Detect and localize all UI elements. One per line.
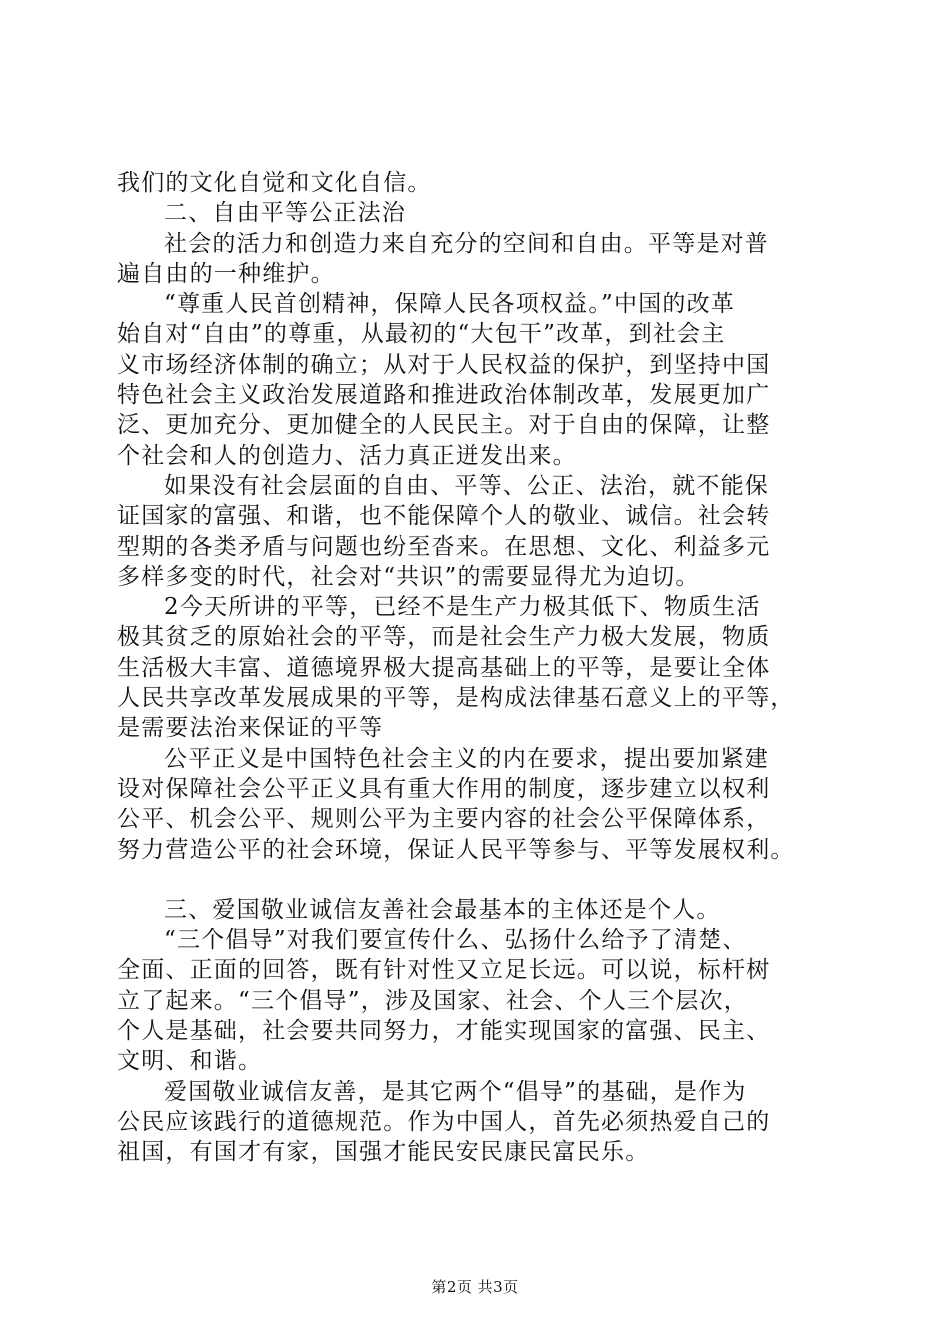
paragraph-gap xyxy=(117,865,857,895)
text-line: 个社会和人的创造力、活力真正迸发出来。 xyxy=(117,442,577,469)
text-line: 祖国，有国才有家，国强才能民安民康民富民乐。 xyxy=(117,1139,650,1166)
text-line: 是需要法治来保证的平等 xyxy=(117,715,384,742)
text-line: 极其贫乏的原始社会的平等，而是社会生产力极大发展，物质 xyxy=(117,624,771,651)
text-line: “尊重人民首创精神，保障人民各项权益。”中国的改革 xyxy=(164,291,736,318)
text-line: 文明、和谐。 xyxy=(117,1048,263,1075)
text-line: 努力营造公平的社会环境，保证人民平等参与、平等发展权利。 xyxy=(117,836,795,863)
text-line: 三、爱国敬业诚信友善社会最基本的主体还是个人。 xyxy=(164,896,721,923)
text-line: 遍自由的一种维护。 xyxy=(117,260,335,287)
text-line: 设对保障社会公平正义具有重大作用的制度，逐步建立以权利 xyxy=(117,775,771,802)
text-line: 多样多变的时代，社会对“共识”的需要显得尤为迫切。 xyxy=(117,563,700,590)
text-line: 型期的各类矛盾与问题也纷至沓来。在思想、文化、利益多元 xyxy=(117,533,771,560)
text-line: 泛、更加充分、更加健全的人民民主。对于自由的保障，让整 xyxy=(117,412,771,439)
text-line: 义市场经济体制的确立；从对于人民权益的保护，到坚持中国 xyxy=(117,351,771,378)
text-line: 生活极大丰富、道德境界极大提高基础上的平等，是要让全体 xyxy=(117,654,771,681)
text-line: “三个倡导”对我们要宣传什么、弘扬什么给予了清楚、 xyxy=(164,927,747,954)
text-line: 社会的活力和创造力来自充分的空间和自由。平等是对普 xyxy=(164,230,769,257)
text-line: 立了起来。“三个倡导”，涉及国家、社会、个人三个层次， xyxy=(117,987,748,1014)
text-line: 公平、机会公平、规则公平为主要内容的社会公平保障体系， xyxy=(117,806,771,833)
text-line: 全面、正面的回答，既有针对性又立足长远。可以说，标杆树 xyxy=(117,957,771,984)
text-line: 特色社会主义政治发展道路和推进政治体制改革，发展更加广 xyxy=(117,382,771,409)
text-line: 人民共享改革发展成果的平等，是构成法律基石意义上的平等， xyxy=(117,685,795,712)
text-line: 公平正义是中国特色社会主义的内在要求，提出要加紧建 xyxy=(164,745,769,772)
text-line: 个人是基础，社会要共同努力，才能实现国家的富强、民主、 xyxy=(117,1018,771,1045)
text-line: 我们的文化自觉和文化自信。 xyxy=(117,170,432,196)
text-line: 公民应该践行的道德规范。作为中国人，首先必须热爱自己的 xyxy=(117,1108,771,1135)
text-line: 2今天所讲的平等，已经不是生产力极其低下、物质生活 xyxy=(164,594,761,621)
page-footer: 第2页 共3页 xyxy=(431,1278,519,1296)
document-body xyxy=(117,168,857,1168)
text-line: 二、自由平等公正法治 xyxy=(164,200,406,227)
text-line: 如果没有社会层面的自由、平等、公正、法治，就不能保 xyxy=(164,472,769,499)
text-line: 证国家的富强、和谐，也不能保障个人的敬业、诚信。社会转 xyxy=(117,503,771,530)
text-line: 爱国敬业诚信友善，是其它两个“倡导”的基础，是作为 xyxy=(164,1078,747,1105)
text-line: 始自对“自由”的尊重，从最初的“大包干”改革，到社会主 xyxy=(117,321,726,348)
